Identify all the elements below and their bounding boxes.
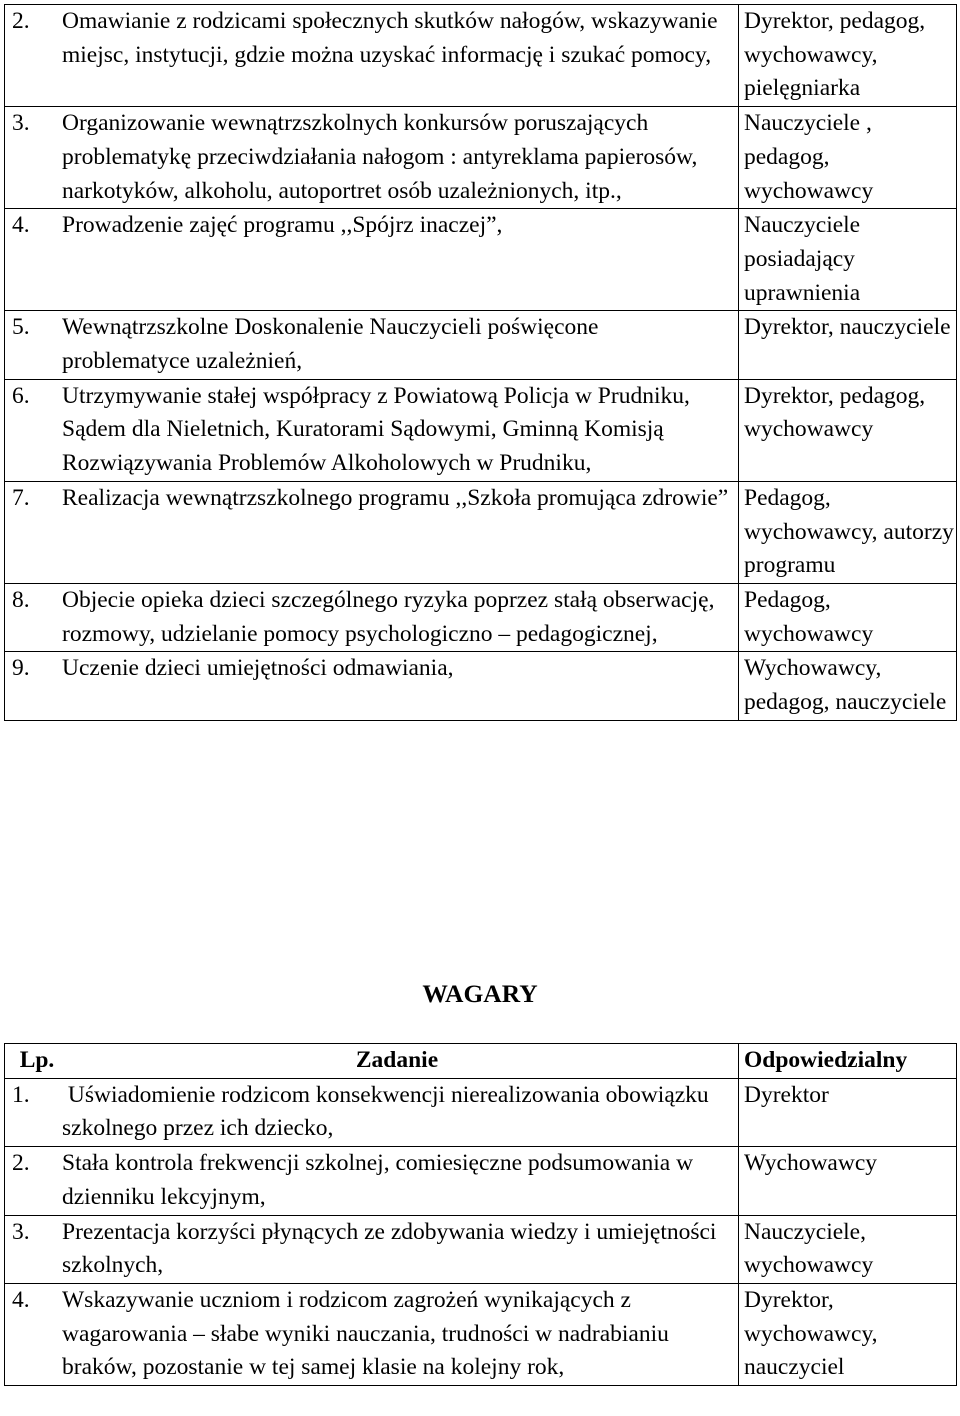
task-text: Objecie opieka dzieci szczególnego ryzyka poprzez stałą obserwację, rozmowy, udzielanie pomocy psychologiczno – pedagogicznej, [62,586,715,647]
task-text: Uświadomienie rodzicom konsekwencji nierealizowania obowiązku szkolnego przez ich dziecko, [62,1081,715,1142]
table-row [5,107,957,209]
row-number: 7. [12,484,30,511]
task-cell [5,1283,739,1385]
task-text: Wewnątrzszkolne Doskonalenie Nauczycieli poświęcone problematyce uzależnień, [62,314,599,375]
table-header-row [5,1044,957,1079]
row-number: 3. [12,1218,30,1245]
task-cell [5,311,739,379]
task-text: Realizacja wewnątrzszkolnego programu ,,Szkoła promująca zdrowie” [62,484,729,511]
table-row [5,1215,957,1283]
task-cell [5,1078,739,1146]
header-number: Lp. [19,1047,55,1073]
table-row [5,1147,957,1215]
table-row [5,5,957,107]
row-number: 2. [12,1150,30,1177]
task-text: Utrzymywanie stałej współpracy z Powiatową Policja w Prudniku, Sądem dla Nieletnich, Kuratorami Sądowymi, Gminną Komisją Rozwiązywania Problemów Alkoholowych w Prudniku, [62,382,690,477]
responsible-cell: Wychowawcy [739,1147,957,1215]
table-row [5,379,957,481]
responsible-cell: Pedagog, wychowawcy, autorzy programu [739,481,957,583]
responsible-cell: Wychowawcy, pedagog, nauczyciele [739,652,957,720]
task-cell [5,583,739,651]
row-number: 3. [12,110,30,137]
section-heading: WAGARY [422,979,538,1008]
row-number: 2. [12,8,30,34]
header-task-cell [5,1044,739,1079]
responsible-cell: Nauczyciele, wychowawcy [739,1215,957,1283]
task-cell [5,379,739,481]
task-cell [5,652,739,720]
task-cell [5,107,739,209]
header-task: Zadanie [355,1047,439,1073]
responsible-cell: Dyrektor, wychowawcy, nauczyciel [739,1283,957,1385]
table-row [5,583,957,651]
row-number: 5. [12,314,30,341]
tasks-table-continued [4,4,957,721]
table-row [5,652,957,720]
responsible-cell: Dyrektor [739,1078,957,1146]
task-text: Omawianie z rodzicami społecznych skutków nałogów, wskazywanie miejsc, instytucji, gdzie można uzyskać informację i szukać pomocy, [62,8,718,68]
task-text: Wskazywanie uczniom i rodzicom zagrożeń wynikających z wagarowania – słabe wyniki nauczania, trudności w nadrabianiu braków, pozostanie w tej samej klasie na kolejny rok, [62,1286,669,1381]
task-text: Stała kontrola frekwencji szkolnej, comiesięczne podsumowania w dzienniku lekcyjnym, [62,1150,694,1210]
task-text: Prezentacja korzyści płynących ze zdobywania wiedzy i umiejętności szkolnych, [62,1218,717,1279]
row-number: 1. [12,1081,30,1108]
row-number: 6. [12,382,30,409]
table-row [5,311,957,379]
task-cell [5,209,739,311]
task-cell [5,1215,739,1283]
task-cell [5,1147,739,1215]
table-row [5,1283,957,1385]
table-row [5,209,957,311]
row-number: 9. [12,655,30,682]
row-number: 4. [12,212,30,239]
responsible-cell: Nauczyciele posiadający uprawnienia [739,209,957,311]
responsible-cell: Dyrektor, pedagog, wychowawcy, pielęgniarka [739,5,957,107]
task-text: Organizowanie wewnątrzszkolnych konkursów poruszających problematykę przeciwdziałania nałogom : antyreklama papierosów, narkotyków, alkoholu, autoportret osób uzależnionych, itp., [62,110,698,204]
task-text: Prowadzenie zajęć programu ,,Spójrz inaczej”, [62,212,503,239]
row-number: 4. [12,1286,30,1313]
truancy-table [4,1043,957,1386]
responsible-cell: Dyrektor, pedagog, wychowawcy [739,379,957,481]
responsible-cell: Pedagog, wychowawcy [739,583,957,651]
task-cell [5,481,739,583]
task-cell [5,5,739,107]
header-responsible: Odpowiedzialny [739,1044,957,1079]
responsible-cell: Dyrektor, nauczyciele [739,311,957,379]
table-row [5,481,957,583]
table-row [5,1078,957,1146]
responsible-cell: Nauczyciele , pedagog, wychowawcy [739,107,957,209]
task-text: Uczenie dzieci umiejętności odmawiania, [62,655,454,682]
row-number: 8. [12,586,30,613]
